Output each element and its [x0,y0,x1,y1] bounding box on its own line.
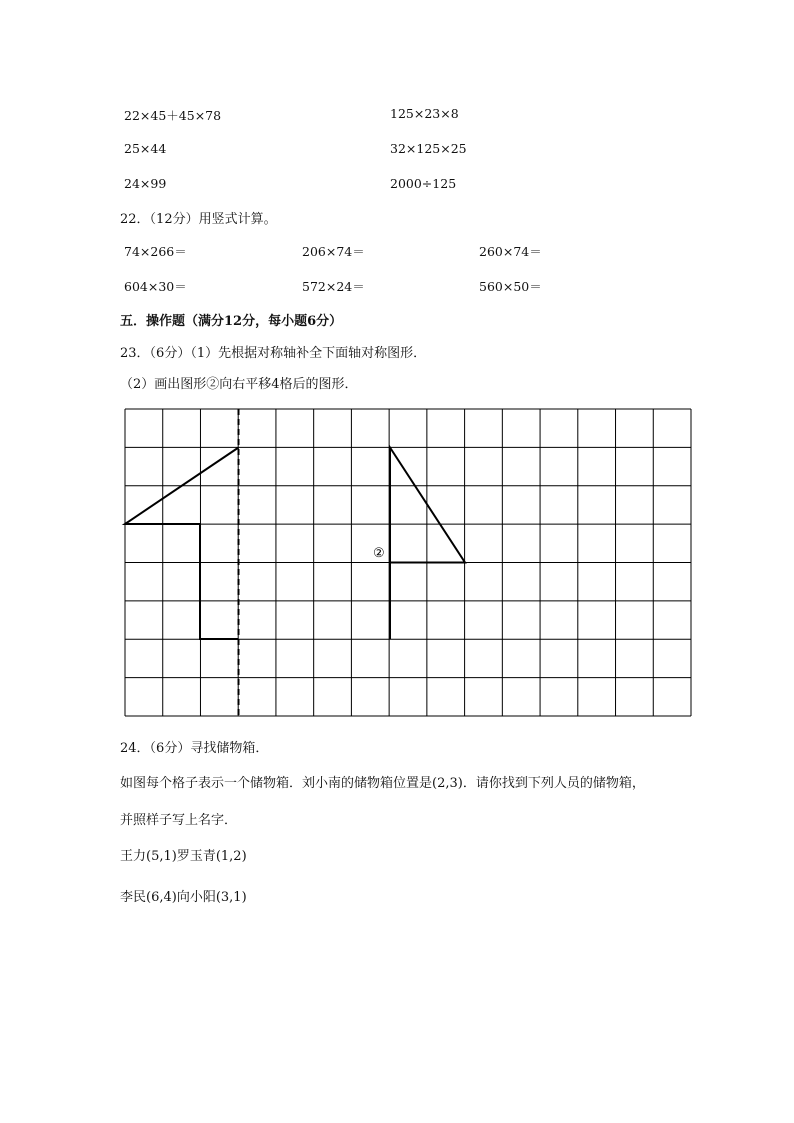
q24-line1: 如图每个格子表示一个储物箱．刘小南的储物箱位置是(2,3)．请你找到下列人员的储物箱， [120,776,645,791]
q24-line3: 王力(5,1)罗玉青(1,2) [120,849,247,864]
q24-line4: 李民(6,4)向小阳(3,1) [120,890,247,905]
q22-r2-c3: 560×50＝ [479,279,542,294]
q22-title: 22．（12分）用竖式计算。 [120,212,277,227]
calc-right-3: 2000÷125 [390,176,457,191]
calc-left-3: 24×99 [124,176,167,191]
q24-title: 24．（6分）寻找储物箱． [120,741,269,756]
calc-right-1: 125×23×8 [390,106,459,121]
calc-right-2: 32×125×25 [390,141,467,156]
half-figure-left [125,448,239,640]
q22-r2-c2: 572×24＝ [302,279,365,294]
q23-line2: （2）画出图形②向右平移4格后的图形． [120,377,358,392]
q22-r1-c1: 74×266＝ [124,244,187,259]
section5-heading: 五．操作题（满分12分，每小题6分） [120,314,343,329]
figure-2-triangle [390,448,465,563]
q22-r2-c1: 604×30＝ [124,279,187,294]
q23-line1: 23．（6分）（1）先根据对称轴补全下面轴对称图形． [120,346,427,361]
q22-r1-c3: 260×74＝ [479,244,542,259]
q22-r1-c2: 206×74＝ [302,244,365,259]
q24-line2: 并照样子写上名字． [120,813,238,828]
figure-2-label: ② [373,546,385,561]
calc-left-1: 22×45＋45×78 [124,108,222,123]
calc-left-2: 25×44 [124,141,167,156]
